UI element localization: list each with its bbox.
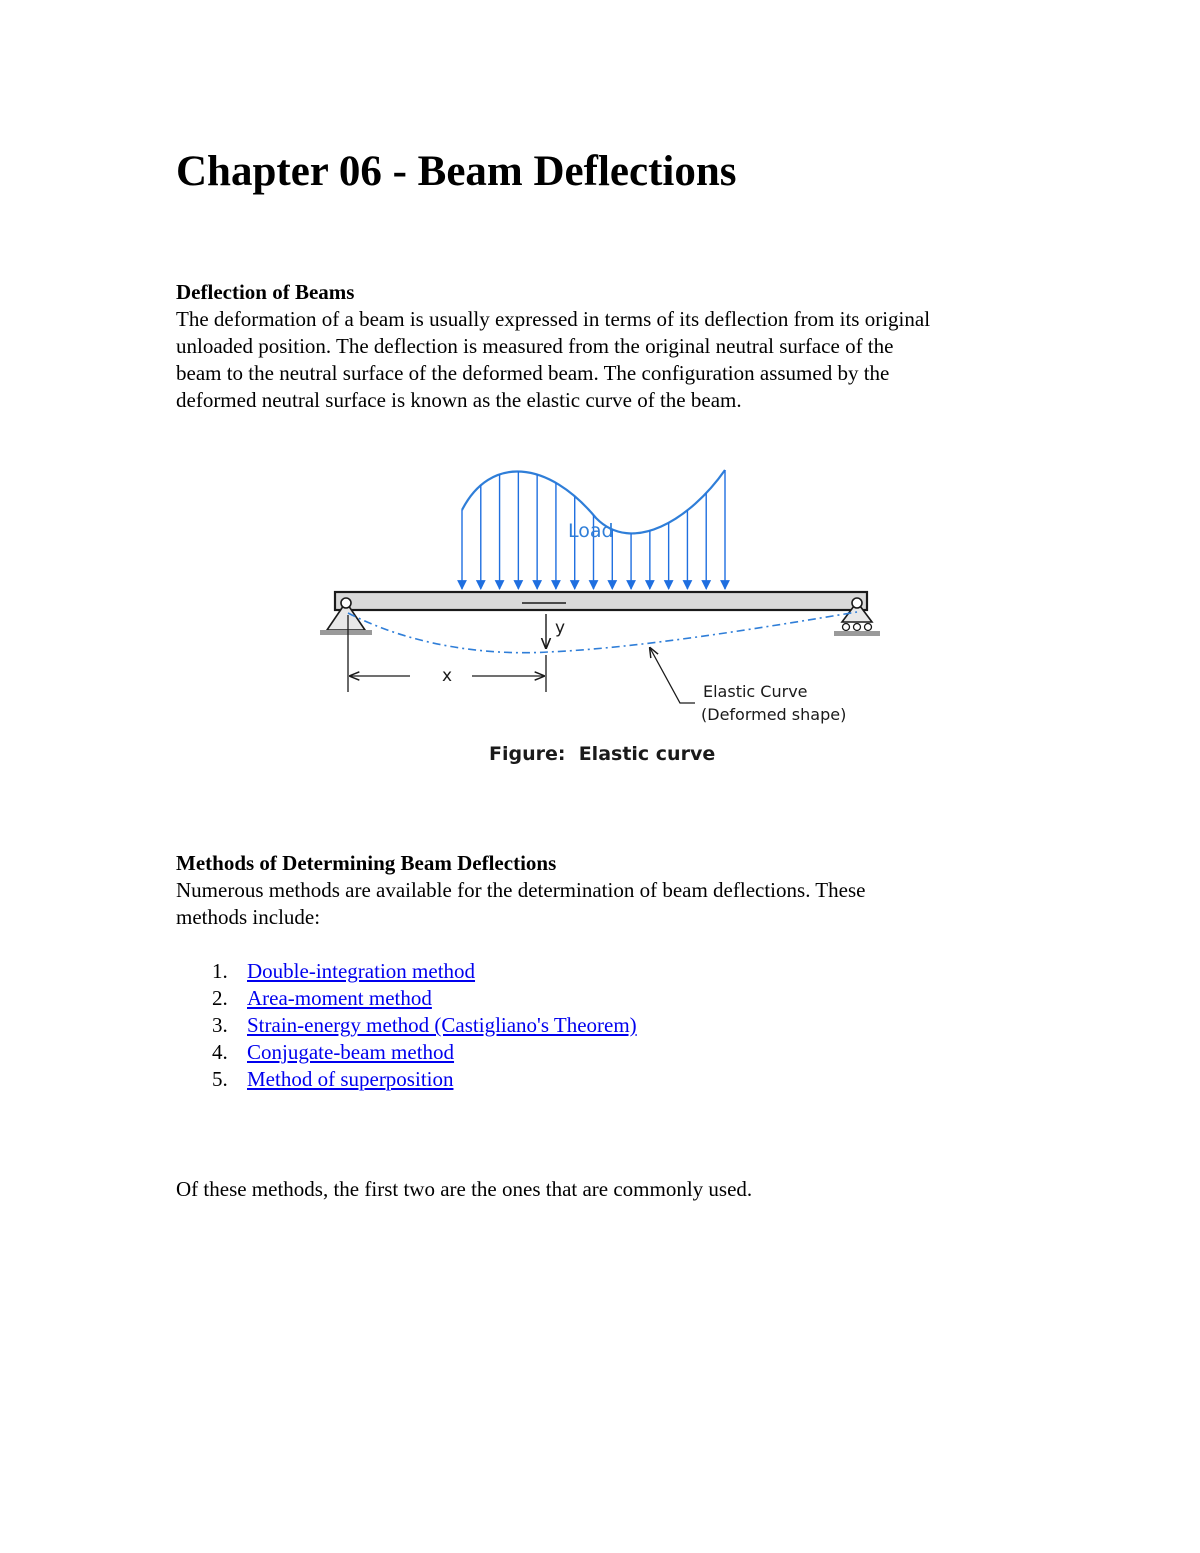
methods-intro-paragraph	[176, 877, 1036, 931]
paragraph-line: beam to the neutral surface of the deformed beam. The configuration assumed by the	[176, 361, 890, 385]
list-number: 5.	[212, 1067, 228, 1091]
x-label: x	[442, 666, 453, 686]
link-strain-energy-method[interactable]: Strain-energy method (Castigliano's Theorem)	[247, 1013, 637, 1037]
elastic-curve-line	[348, 612, 857, 653]
link-method-of-superposition[interactable]: Method of superposition	[247, 1067, 454, 1091]
curve-label-line1: Elastic Curve	[703, 682, 808, 701]
paragraph-line: The deformation of a beam is usually expressed in terms of its deflection from its original	[176, 307, 931, 331]
deflection-paragraph	[176, 306, 1036, 414]
link-double-integration-method[interactable]: Double-integration method	[247, 959, 476, 983]
link-area-moment-method[interactable]: Area-moment method	[247, 986, 432, 1010]
beam	[335, 592, 867, 610]
paragraph-line: methods include:	[176, 905, 321, 929]
list-number: 4.	[212, 1040, 228, 1064]
elastic-curve-figure	[310, 462, 890, 772]
list-number: 1.	[212, 959, 228, 983]
paragraph-line: deformed neutral surface is known as the elastic curve of the beam.	[176, 388, 742, 412]
curve-label-line2: (Deformed shape)	[701, 705, 847, 724]
closing-paragraph: Of these methods, the first two are the ones that are commonly used.	[176, 1177, 753, 1201]
paragraph-line: Numerous methods are available for the determination of beam deflections. These	[176, 878, 866, 902]
list-number: 2.	[212, 986, 228, 1010]
list-number: 3.	[212, 1013, 228, 1037]
section-heading-deflection: Deflection of Beams	[176, 280, 355, 304]
y-label: y	[555, 618, 566, 638]
paragraph-line: unloaded position. The deflection is measured from the original neutral surface of the	[176, 334, 894, 358]
link-conjugate-beam-method[interactable]: Conjugate-beam method	[247, 1040, 455, 1064]
figure-caption: Figure: Elastic curve	[489, 743, 716, 765]
section-heading-methods: Methods of Determining Beam Deflections	[176, 851, 557, 875]
curve-leader	[650, 648, 695, 703]
page-title: Chapter 06 - Beam Deflections	[176, 148, 737, 195]
load-label: Load	[568, 520, 614, 542]
